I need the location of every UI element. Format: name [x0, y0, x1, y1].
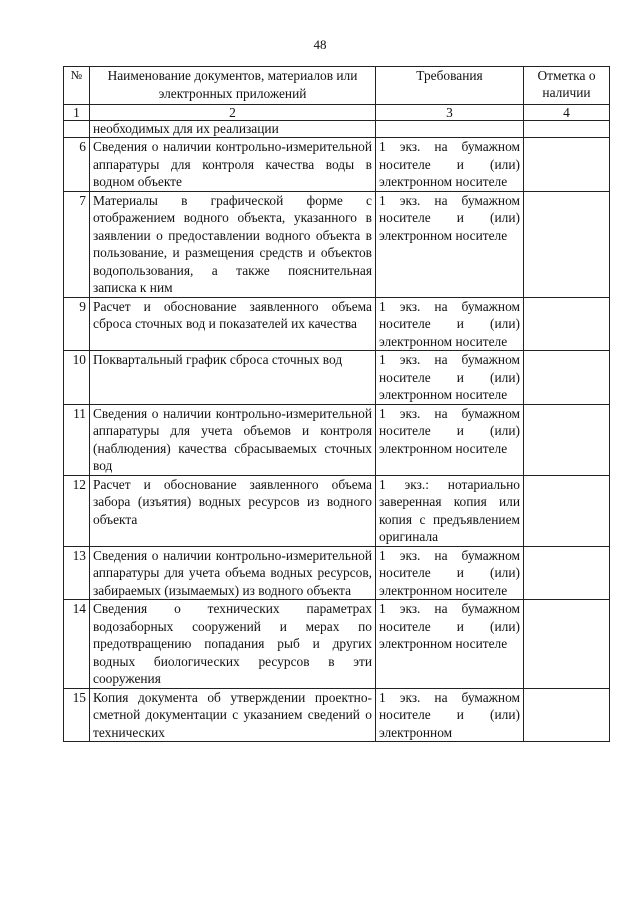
- header-name: Наименование документов, материалов или электронных приложений: [90, 67, 376, 105]
- requirements: 1 экз. на бумажном носителе и (или) электронном носителе: [376, 138, 524, 192]
- table-row: [64, 404, 610, 475]
- row-number: 11: [64, 404, 90, 475]
- row-number: 14: [64, 600, 90, 689]
- document-name: Расчет и обоснование заявленного объема сброса сточных вод и показателей их качества: [90, 297, 376, 351]
- table-row: [64, 138, 610, 192]
- requirements: 1 экз. на бумажном носителе и (или) электронном носителе: [376, 546, 524, 600]
- row-number: 7: [64, 191, 90, 297]
- document-name: Материалы в графической форме с отображением водного объекта, указанного в заявлении о предоставлении водного объекта в пользование, и размещения средств и объектов водопользования, а также пояснительная записка к ним: [90, 191, 376, 297]
- row-number: 12: [64, 475, 90, 546]
- table-row: [64, 688, 610, 742]
- availability-mark: [524, 138, 610, 192]
- document-name: Сведения о наличии контрольно-измерительной аппаратуры для учета объемов и контроля (наблюдения) качества сбрасываемых сточных вод: [90, 404, 376, 475]
- header-mark: Отметка о наличии: [524, 67, 610, 105]
- table-row: [64, 297, 610, 351]
- requirements: 1 экз.: нотариально заверенная копия или копия с предъявлением оригинала: [376, 475, 524, 546]
- document-name: Сведения о наличии контрольно-измерительной аппаратуры для контроля качества воды в водном объекте: [90, 138, 376, 192]
- header-requirements: Требования: [376, 67, 524, 105]
- column-number: 3: [376, 105, 524, 121]
- requirements: 1 экз. на бумажном носителе и (или) электронном носителе: [376, 404, 524, 475]
- availability-mark: [524, 600, 610, 689]
- page-number: 48: [313, 37, 327, 52]
- document-name: Расчет и обоснование заявленного объема забора (изъятия) водных ресурсов из водного объекта: [90, 475, 376, 546]
- column-number: 1: [64, 105, 90, 121]
- documents-table: [63, 66, 610, 742]
- document-name: Сведения о наличии контрольно-измерительной аппаратуры для учета объема водных ресурсов, забираемых (изымаемых) из водного объекта: [90, 546, 376, 600]
- row-number: 10: [64, 351, 90, 405]
- header-num: №: [64, 67, 90, 105]
- availability-mark: [524, 475, 610, 546]
- requirements: 1 экз. на бумажном носителе и (или) электронном носителе: [376, 191, 524, 297]
- availability-mark: [524, 121, 610, 138]
- availability-mark: [524, 191, 610, 297]
- document-name: необходимых для их реализации: [90, 121, 376, 138]
- table-row: [64, 475, 610, 546]
- availability-mark: [524, 351, 610, 405]
- availability-mark: [524, 404, 610, 475]
- availability-mark: [524, 688, 610, 742]
- column-number: 2: [90, 105, 376, 121]
- availability-mark: [524, 546, 610, 600]
- document-name: Копия документа об утверждении проектно-сметной документации с указанием сведений о технических: [90, 688, 376, 742]
- column-numbers-row: [64, 105, 610, 121]
- table-row: [64, 546, 610, 600]
- requirements: 1 экз. на бумажном носителе и (или) электронном носителе: [376, 297, 524, 351]
- availability-mark: [524, 297, 610, 351]
- row-number: 15: [64, 688, 90, 742]
- document-name: Сведения о технических параметрах водозаборных сооружений и мерах по предотвращению попадания рыб и других водных биологических ресурсов в эти сооружения: [90, 600, 376, 689]
- table-row: [64, 351, 610, 405]
- row-number: 13: [64, 546, 90, 600]
- requirements: 1 экз. на бумажном носителе и (или) электронном носителе: [376, 600, 524, 689]
- table-row: [64, 600, 610, 689]
- table-row: [64, 191, 610, 297]
- continuation-row: [64, 121, 610, 138]
- column-number: 4: [524, 105, 610, 121]
- row-number: 9: [64, 297, 90, 351]
- row-number: 6: [64, 138, 90, 192]
- requirements: [376, 121, 524, 138]
- header-row: [64, 67, 610, 105]
- requirements: 1 экз. на бумажном носителе и (или) электронном: [376, 688, 524, 742]
- requirements: 1 экз. на бумажном носителе и (или) электронном носителе: [376, 351, 524, 405]
- row-number: [64, 121, 90, 138]
- document-name: Поквартальный график сброса сточных вод: [90, 351, 376, 405]
